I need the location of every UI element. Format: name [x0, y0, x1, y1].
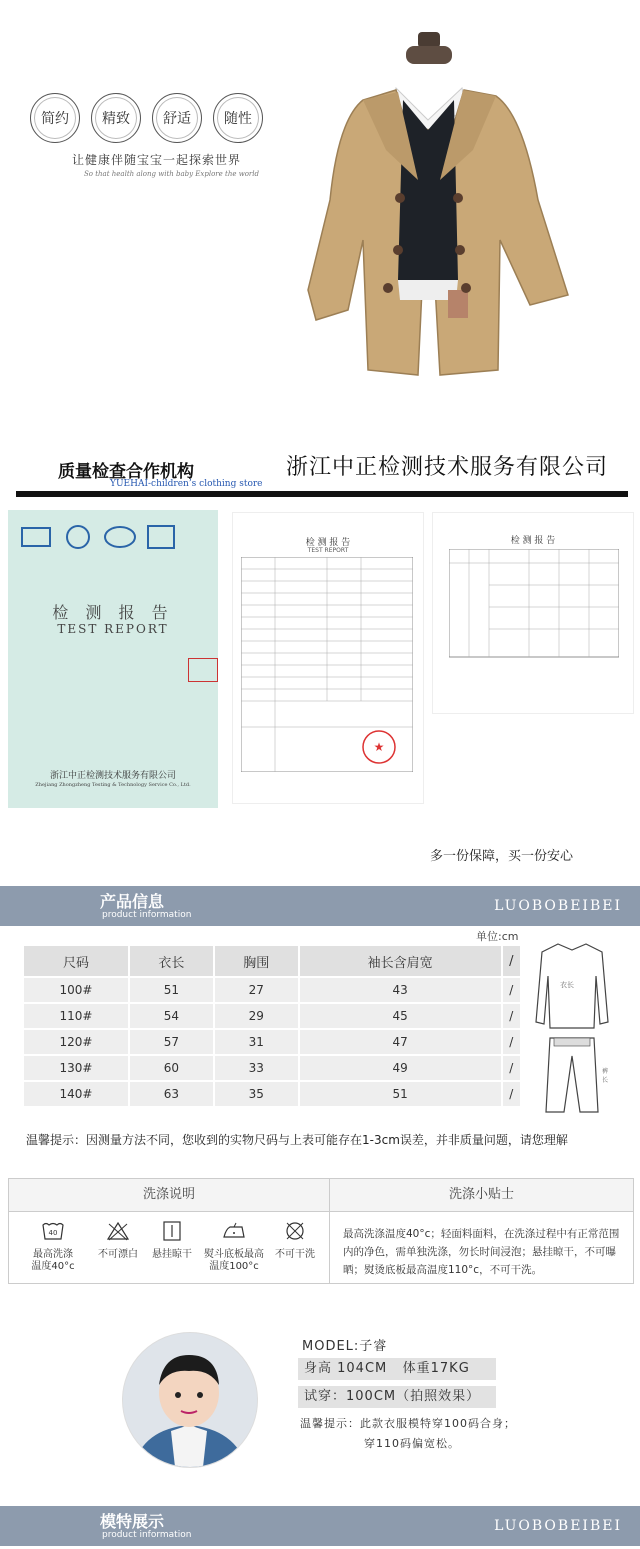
cell-length: 51 [129, 977, 214, 1003]
iron-icon [222, 1221, 246, 1241]
report-page-title: 检 测 报 告 [305, 538, 351, 548]
product-info-subtitle: product information [102, 910, 192, 920]
hang-dry-icon [160, 1221, 184, 1241]
product-photo-coat [268, 30, 608, 400]
unit-label: 单位:cm [476, 930, 519, 943]
cell-chest: 27 [214, 977, 299, 1003]
cell-length: 57 [129, 1029, 214, 1055]
washing-title: 洗涤说明 [9, 1179, 330, 1212]
measurement-diagram [532, 936, 612, 1120]
model-fit: 试穿：100CM（拍照效果） [298, 1386, 496, 1408]
size-table-header [23, 945, 521, 977]
cell-length: 60 [129, 1055, 214, 1081]
header-size: 尺码 [23, 945, 129, 977]
table-row [23, 1003, 521, 1029]
cell-size: 100# [23, 977, 129, 1003]
header-chest: 胸围 [214, 945, 299, 977]
model-photo [123, 1333, 257, 1467]
cell-sleeve: 51 [299, 1081, 502, 1107]
table-row [23, 1029, 521, 1055]
table-row [23, 1081, 521, 1107]
model-show-header [0, 1506, 640, 1546]
header-sleeve: 袖长含肩宽 [299, 945, 502, 977]
washing-tip-text: 最高洗涤温度40°c；轻面料面料，在洗涤过程中有正常范围内的净色，需单独洗涤，勿长时间浸泡；悬挂晾干，不可曝晒；熨烫底板最高温度110°c，不可干洗。 [343, 1228, 620, 1276]
size-table [22, 944, 522, 1108]
model-note-2: 穿110码偏宽松。 [364, 1437, 460, 1450]
hero-tagline: 让健康伴随宝宝一起探索世界 [72, 153, 242, 167]
report2-table-graphic [449, 549, 619, 659]
brand-name: LUOBOBEIBEI [494, 898, 622, 914]
model-avatar [122, 1332, 258, 1468]
diagram-label-top: 衣长 [560, 981, 574, 989]
cell-size: 110# [23, 1003, 129, 1029]
report-cover-company-en: Zhejiang Zhongzheng Testing & Technology Service Co., Ltd. [35, 782, 191, 788]
report-page-title-en: TEST REPORT [307, 547, 349, 554]
iron-item [197, 1221, 271, 1273]
no-dry-clean-item [269, 1221, 321, 1261]
cell-size: 140# [23, 1081, 129, 1107]
cell-extra: / [502, 1081, 521, 1107]
washing-tips-title: 洗涤小贴士 [330, 1179, 633, 1212]
table-row [23, 977, 521, 1003]
header-extra: / [502, 945, 521, 977]
cell-chest: 29 [214, 1003, 299, 1029]
model-note-1: 温馨提示：此款衣服模特穿100码合身； [300, 1417, 516, 1430]
model-name: MODEL:子睿 [302, 1339, 388, 1354]
store-name: YUEHAI-children’s clothing store [110, 479, 263, 489]
iron-label: 熨斗底板最高 温度100°c [204, 1249, 264, 1272]
cell-extra: / [502, 1029, 521, 1055]
model-show-brand: LUOBOBEIBEI [494, 1518, 622, 1534]
cell-length: 54 [129, 1003, 214, 1029]
hero-tagline-en: So that health along with baby Explore the world [84, 170, 259, 178]
report-page2-title: 检 测 报 告 [510, 536, 556, 546]
model-show-subtitle: product information [102, 1530, 192, 1540]
report-cover-title-en: TEST REPORT [57, 622, 169, 636]
wash-40-label: 最高洗涤 温度40°c [31, 1249, 75, 1272]
report-cover-company: 浙江中正检测技术服务有限公司 [49, 771, 176, 781]
header-length: 衣长 [129, 945, 214, 977]
no-bleach-icon [106, 1221, 130, 1241]
report-cover-title: 检 测 报 告 [52, 603, 174, 622]
no-dry-clean-label: 不可干洗 [275, 1249, 315, 1260]
divider-bar [16, 491, 628, 497]
svg-text:40: 40 [48, 1229, 58, 1237]
cell-chest: 31 [214, 1029, 299, 1055]
report-page-2 [432, 512, 634, 714]
wash-40-item [23, 1221, 83, 1273]
model-show-title: 模特展示 [100, 1512, 165, 1531]
report-cover [8, 510, 218, 808]
cell-sleeve: 47 [299, 1029, 502, 1055]
svg-text:★: ★ [373, 740, 385, 754]
hang-dry-label: 悬挂晾干 [152, 1249, 192, 1260]
size-notice: 温馨提示：因测量方法不同，您收到的实物尺码与上表可能存在1-3cm误差，并非质量问题，请您理解 [26, 1133, 568, 1147]
badge-exquisite: 精致 [91, 93, 141, 143]
cell-sleeve: 43 [299, 977, 502, 1003]
guarantee-slogan: 多一份保障，买一份安心 [430, 849, 574, 864]
cell-chest: 35 [214, 1081, 299, 1107]
report-page-1 [232, 512, 424, 804]
cell-size: 120# [23, 1029, 129, 1055]
table-row [23, 1055, 521, 1081]
report-table-graphic [241, 557, 413, 772]
no-bleach-item [93, 1221, 143, 1261]
model-stats: 身高 104CM 体重17KG [298, 1358, 496, 1380]
cell-extra: / [502, 977, 521, 1003]
certification-logos-icon [20, 524, 180, 552]
cell-chest: 33 [214, 1055, 299, 1081]
cell-sleeve: 45 [299, 1003, 502, 1029]
no-dry-clean-icon [283, 1221, 307, 1241]
product-info-header [0, 886, 640, 926]
cell-extra: / [502, 1055, 521, 1081]
cell-size: 130# [23, 1055, 129, 1081]
wash-40-icon [41, 1221, 65, 1241]
cell-length: 63 [129, 1081, 214, 1107]
garment-outline-icon [532, 936, 612, 1120]
washing-panel [8, 1178, 634, 1284]
hang-dry-item [147, 1221, 197, 1261]
no-bleach-label: 不可漂白 [98, 1249, 138, 1260]
product-info-title: 产品信息 [100, 892, 165, 911]
cell-extra: / [502, 1003, 521, 1029]
badge-simple: 简约 [30, 93, 80, 143]
badge-comfortable: 舒适 [152, 93, 202, 143]
company-name: 浙江中正检测技术服务有限公司 [286, 455, 609, 480]
cell-sleeve: 49 [299, 1055, 502, 1081]
badge-casual: 随性 [213, 93, 263, 143]
diagram-label-bottom: 裤长 [602, 1068, 609, 1084]
quality-title: 质量检查合作机构 [58, 462, 194, 482]
red-stamp [188, 658, 218, 682]
